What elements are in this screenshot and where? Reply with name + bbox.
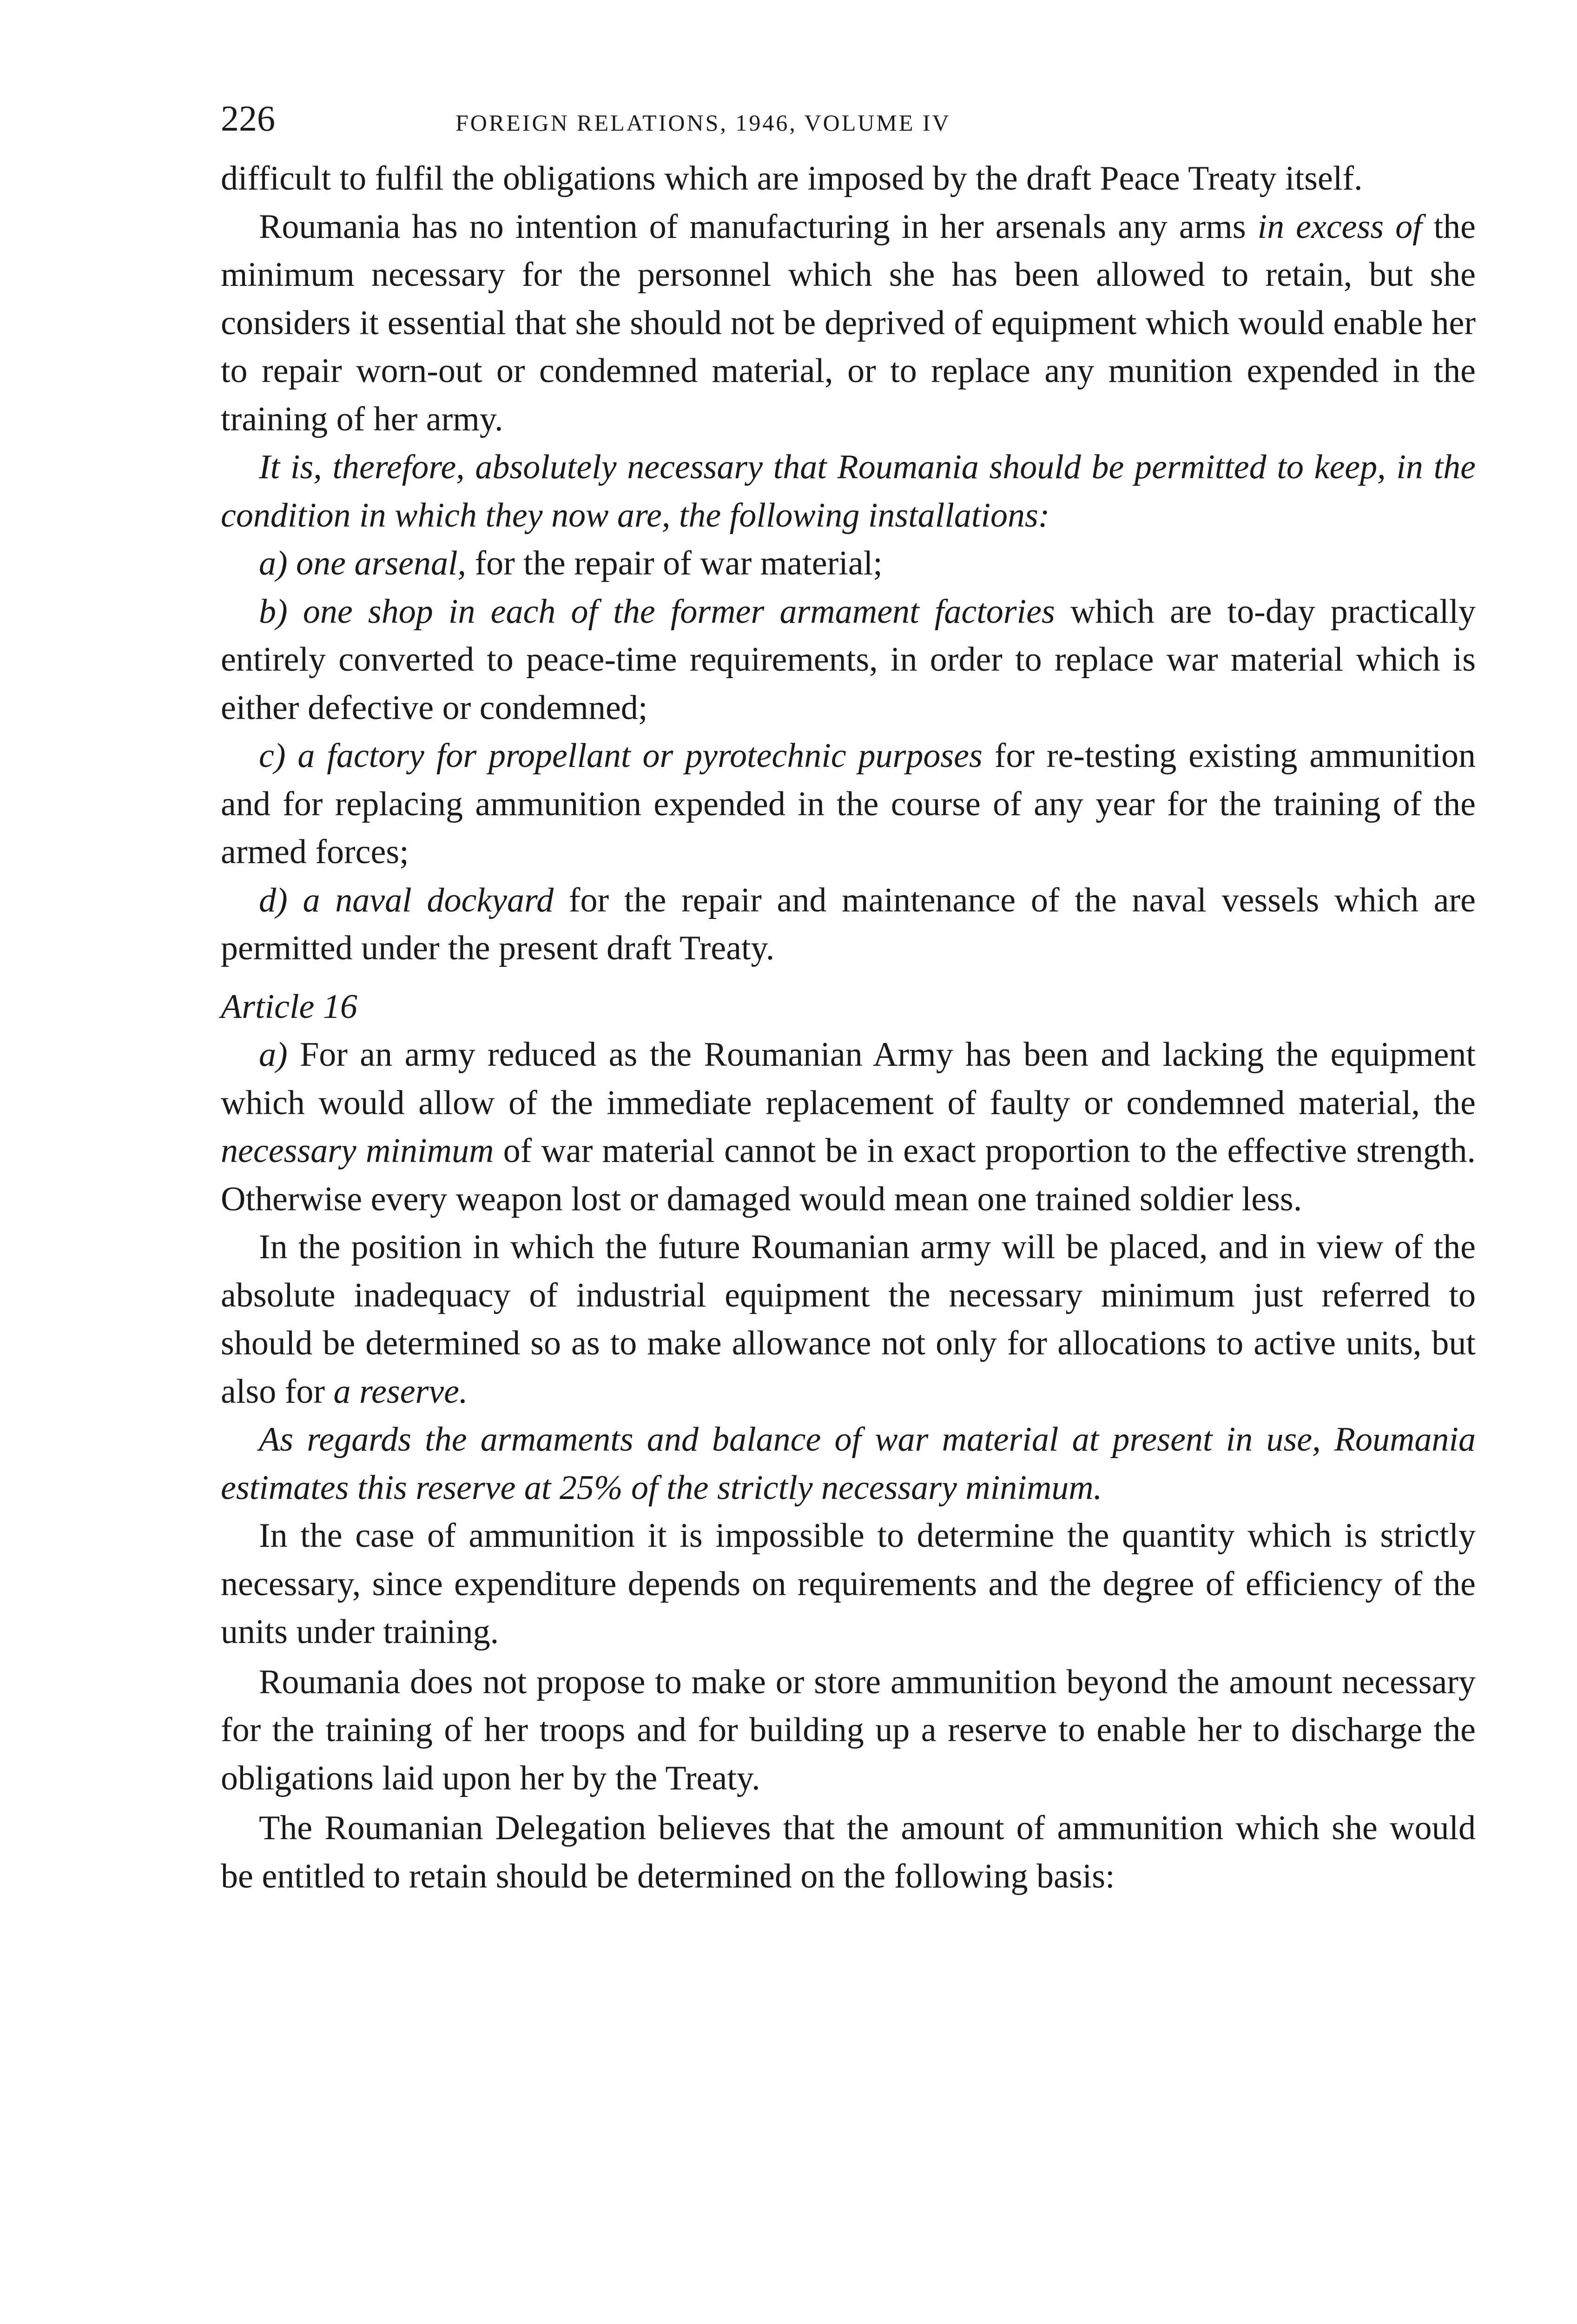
paragraph-delegation-basis: The Roumanian Delegation believes that the amount of ammunition which she would be entitled to retain should be determined on the following basis:	[221, 1809, 1476, 1895]
emphasis-a-reserve: a reserve.	[333, 1372, 468, 1411]
list-item-title: a factory for propellant or pyrotechnic purposes	[297, 737, 983, 775]
running-title: FOREIGN RELATIONS, 1946, VOLUME IV	[455, 110, 951, 136]
list-item-c: c) a factory for propellant or pyrotechnic purposes for re-testing existing ammunition and for replacing ammunition expended in the course of any year for the training of the armed forces;	[221, 737, 1476, 871]
paragraph-reserve: In the position in which the future Roumanian army will be placed, and in view of the absolute inadequacy of industrial equipment the necessary minimum just referred to should be determined so as to make allowance not only for allocations to active units, but also for a reserve.	[221, 1228, 1476, 1411]
list-item-a: a) one arsenal, for the repair of war material;	[259, 544, 883, 582]
list-item-title: one arsenal,	[296, 544, 467, 582]
list-label: a)	[259, 544, 288, 582]
list-label: b)	[259, 592, 288, 631]
list-label: d)	[259, 881, 288, 919]
list-label: a)	[259, 1036, 288, 1074]
paragraph-arsenals: Roumania has no intention of manufacturing in her arsenals any arms in excess of the minimum necessary for the personnel which she has been allowed to retain, but she considers it essential that she should not be deprived of equipment which would enable her to repair worn-out or condemned material, or to replace any munition expended in the training of her army.	[221, 207, 1476, 438]
paragraph-ammunition-quantity: In the case of ammunition it is impossible to determine the quantity which is strictly necessary, since expenditure depends on requirements and the degree of efficiency of the units under training.	[221, 1517, 1476, 1651]
paragraph-continuation: difficult to fulfil the obligations which are imposed by the draft Peace Treaty itself.	[221, 159, 1363, 198]
list-item-d: d) a naval dockyard for the repair and maintenance of the naval vessels which are permitted under the present draft Treaty.	[221, 881, 1476, 967]
document-page	[221, 98, 1476, 1901]
paragraph-reserve-estimate: As regards the armaments and balance of war material at present in use, Roumania estimates this reserve at 25% of the strictly necessary minimum.	[221, 1420, 1476, 1507]
article-heading: Article 16	[221, 987, 357, 1026]
page-number: 226	[221, 98, 275, 139]
paragraph-installations: It is, therefore, absolutely necessary that Roumania should be permitted to keep, in the condition in which they now are, the following installations:	[221, 448, 1476, 535]
list-item-b: b) one shop in each of the former armament factories which are to-day practically entirely converted to peace-time requirements, in order to replace war material which is either defective or condemned;	[221, 592, 1476, 727]
list-item-title: one shop in each of the former armament factories	[303, 592, 1055, 631]
emphasis-necessary-minimum: necessary minimum	[221, 1132, 494, 1170]
page-header	[221, 98, 1476, 146]
emphasis-in-excess: in excess of	[1257, 207, 1422, 246]
paragraph-ammunition-storage: Roumania does not propose to make or store ammunition beyond the amount necessary for the training of her troops and for building up a reserve to enable her to discharge the obligations laid upon her by the Treaty.	[221, 1663, 1476, 1797]
paragraph-army-reduced: a) For an army reduced as the Roumanian Army has been and lacking the equipment which would allow of the immediate replacement of faulty or condemned material, the necessary minimum of war material cannot be in exact proportion to the effective strength. Otherwise every weapon lost or damaged would mean one trained soldier less.	[221, 1036, 1476, 1218]
list-label: c)	[259, 737, 286, 775]
list-item-title: a naval dockyard	[303, 881, 554, 919]
